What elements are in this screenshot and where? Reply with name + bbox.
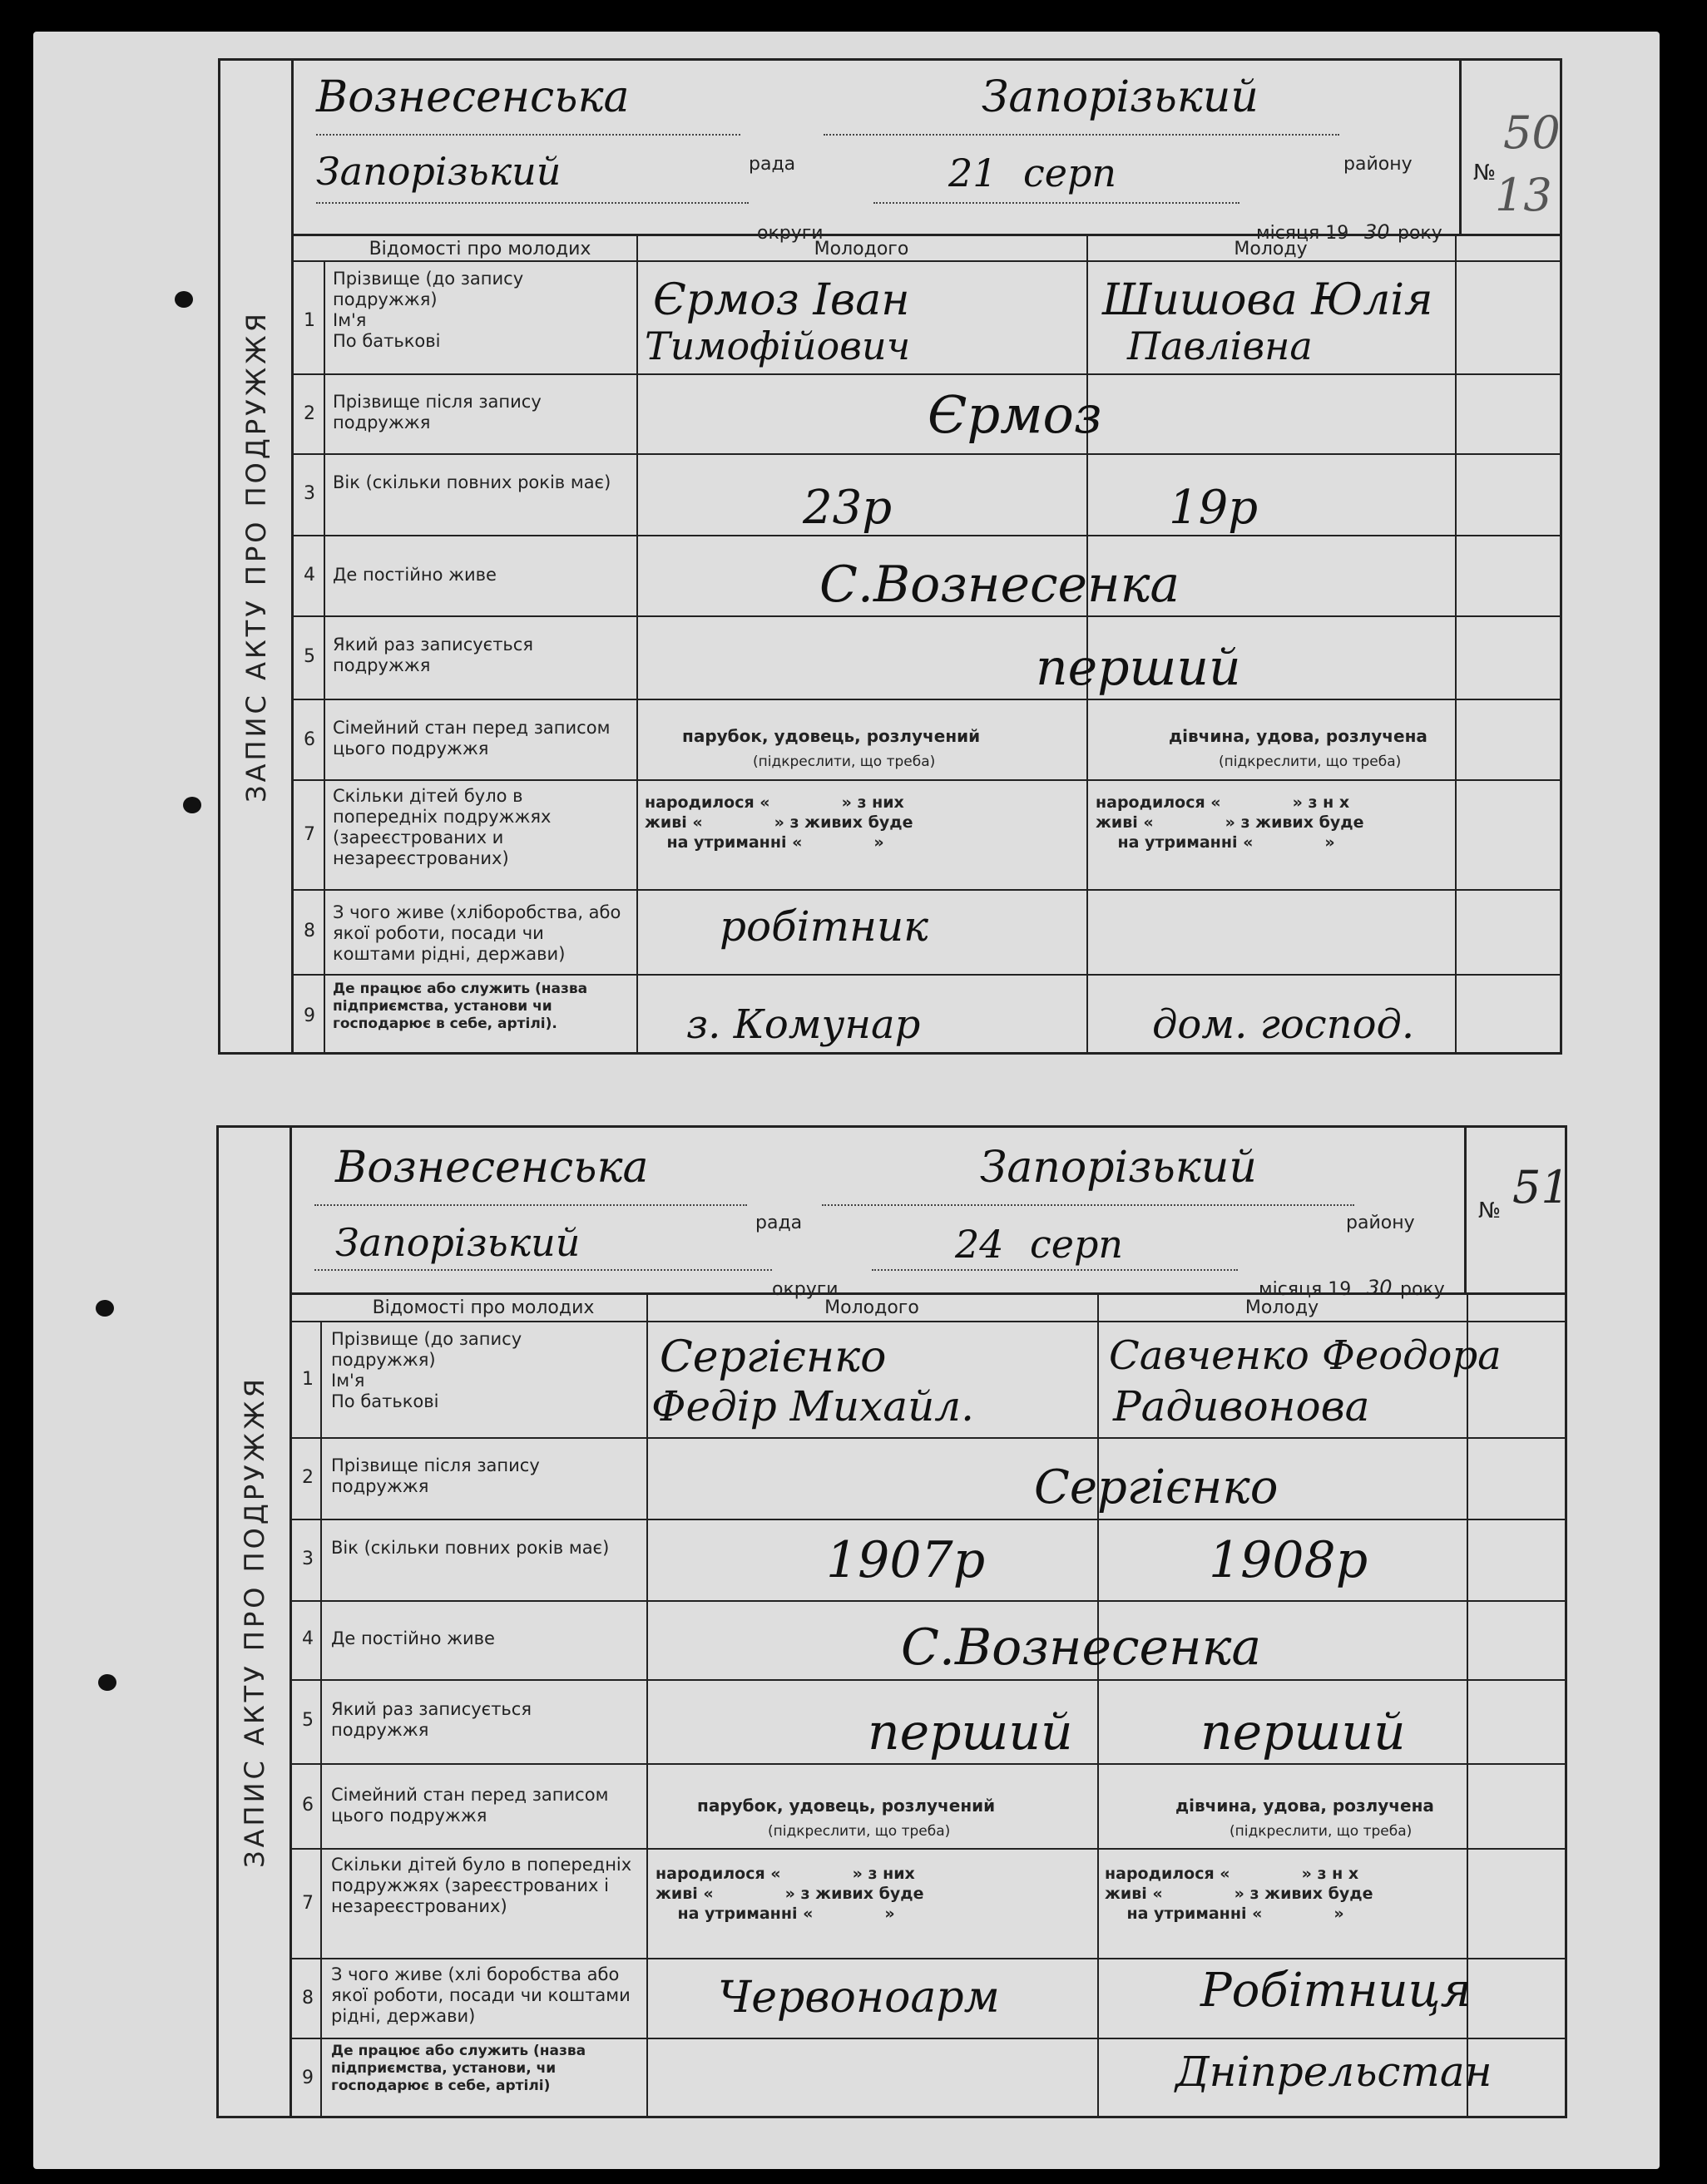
col-header-info: Відомості про молодих: [369, 239, 591, 259]
okruh-value: Запорізький: [316, 149, 562, 194]
col-header-groom: Молодого: [814, 239, 909, 259]
raion-value: Запорізький: [982, 72, 1259, 122]
rada-value: Вознесенська: [335, 1143, 649, 1193]
groom-age: 1907р: [826, 1531, 986, 1589]
groom-name-line1: Сергієнко: [660, 1332, 887, 1382]
punch-hole: [98, 1674, 116, 1691]
form-sidebar: ЗАПИС АКТУ ПРО ПОДРУЖЖЯ: [220, 61, 294, 1052]
month-value: серп: [1030, 1222, 1124, 1267]
groom-workplace: з. Комунар: [686, 1001, 921, 1048]
punch-hole: [183, 797, 201, 813]
col-header-groom: Молодого: [824, 1297, 919, 1318]
col-header-bride: Молоду: [1244, 1297, 1319, 1318]
month-value: серп: [1023, 151, 1117, 195]
marriage-record-form-2: ЗАПИС АКТУ ПРО ПОДРУЖЖЯ Вознесенська рада Запорізький району Запорізький округи 24 серп місяця 19 30 року № 51 Відомості про молодих Молодого Молоду 1 Прізвище (до запису подружжя) Ім'я По батькові 2 Прізвище після запису подружжя 3 Вік (скільки повних років має) 4 Де постійно живе 5 Який раз записується подружжя 6 Сімейний стан перед записом цього подружжя 7 Скільки дітей було в попередніх подружжях (зареєстрованих і незареєстрованих) 8 З чого живе (хлі боробства або якої роботи, посади чи коштами рідні, держави) 9 Де працює або служить (назва підприємства, установи, чи господарює в себе, артілі) Сергієнко Федір Михайл. Савченко Феодора Радивонова Сергієнко 1907р 1908р С.Вознесенка перший перший парубок, удовець, розлучений (підкреслити, що треба) дівчина, удова, розлучена (підкреслити, що треба) народилося « » з них живі « » з живих буде на утриманні « » народилося « » з н х живі « » з живих буде на утриманні « » Червоноарм Робітниця Дніпрельстан: [216, 1125, 1567, 2118]
groom-times-married: перший: [868, 1703, 1073, 1762]
bride-occupation: Робітниця: [1200, 1964, 1472, 2018]
col-header-info: Відомості про молодих: [372, 1297, 595, 1318]
surname-after-marriage: Єрмоз: [928, 384, 1102, 445]
groom-occupation: Червоноарм: [718, 1973, 1000, 2023]
form-sidebar: ЗАПИС АКТУ ПРО ПОДРУЖЖЯ: [219, 1128, 292, 2116]
rada-value: Вознесенська: [316, 72, 630, 122]
day-value: 21: [948, 151, 997, 195]
record-number-box: № 50 13: [1459, 61, 1560, 234]
day-value: 24: [955, 1222, 1004, 1267]
form-header: Вознесенська рада Запорізький району Запорізький округи 24 серп місяця 19 30 року № 51: [289, 1128, 1565, 1295]
bride-name-line2: Радивонова: [1113, 1382, 1370, 1430]
document-page: [33, 32, 1660, 2169]
raion-value: Запорізький: [980, 1143, 1257, 1193]
bride-name-line2: Павлівна: [1127, 324, 1313, 368]
surname-after-marriage: Сергієнко: [1034, 1460, 1279, 1514]
bride-times-married: перший: [1200, 1703, 1406, 1762]
groom-name-line1: Єрмоз Іван: [653, 275, 910, 325]
times-married: перший: [1036, 639, 1241, 697]
residence: С.Вознесенка: [901, 1618, 1262, 1677]
form-header: Вознесенська рада Запорізький району Запорізький округи 21 серп місяця 19 30 року № 50 13: [291, 61, 1560, 236]
punch-hole: [175, 291, 193, 308]
col-header-bride: Молоду: [1234, 239, 1308, 259]
groom-name-line2: Федір Михайл.: [651, 1382, 975, 1430]
record-number: 51: [1512, 1161, 1570, 1213]
bride-name-line1: Савченко Феодора: [1109, 1332, 1502, 1379]
bride-name-line1: Шишова Юлія: [1102, 275, 1433, 325]
residence: С.Вознесенка: [819, 556, 1180, 614]
okruh-value: Запорізький: [335, 1220, 581, 1265]
side-number: 13: [1495, 169, 1552, 221]
bride-workplace: дом. господ.: [1152, 1001, 1415, 1048]
groom-age: 23р: [803, 481, 893, 535]
marriage-record-form-1: ЗАПИС АКТУ ПРО ПОДРУЖЖЯ Вознесенська рада Запорізький району Запорізький округи 21 серп місяця 19 30 року № 50 13 Відомості про молодих Молодого Молоду 1 Прізвище (до запису подружжя) Ім'я По батькові 2 Прізвище після запису подружжя 3 Вік (скільки повних років має) 4 Де постійно живе 5 Який раз записується подружжя 6 Сімейний стан перед записом цього подружжя 7 Скільки дітей було в попередніх подружжях (зареєстрованих и незареєстрованих) 8 З чого живе (хліборобства, або якої роботи, посади чи коштами рідні, держави) 9 Де працює або служить (назва підприємства, установи чи господарює в себе, артілі). Єрмоз Іван Тимофійович Шишова Юлія Павлівна Єрмоз 23р 19р С.Вознесенка перший парубок, удовець, розлучений (підкреслити, що треба) дівчина, удова, розлучена (підкреслити, що треба) народилося « » з них живі « » з живих буде на утриманні « » народилося « » з н х живі « » з живих буде на утриманні « » робітник з. Комунар дом. господ.: [218, 58, 1562, 1055]
groom-name-line2: Тимофійович: [645, 324, 911, 368]
record-number: 50: [1503, 106, 1561, 159]
record-number-box: № 51: [1464, 1128, 1565, 1292]
bride-workplace: Дніпрельстан: [1175, 2048, 1492, 2096]
bride-age: 19р: [1169, 481, 1259, 535]
punch-hole: [96, 1300, 114, 1317]
groom-occupation: робітник: [720, 902, 929, 951]
bride-age: 1908р: [1209, 1531, 1368, 1589]
